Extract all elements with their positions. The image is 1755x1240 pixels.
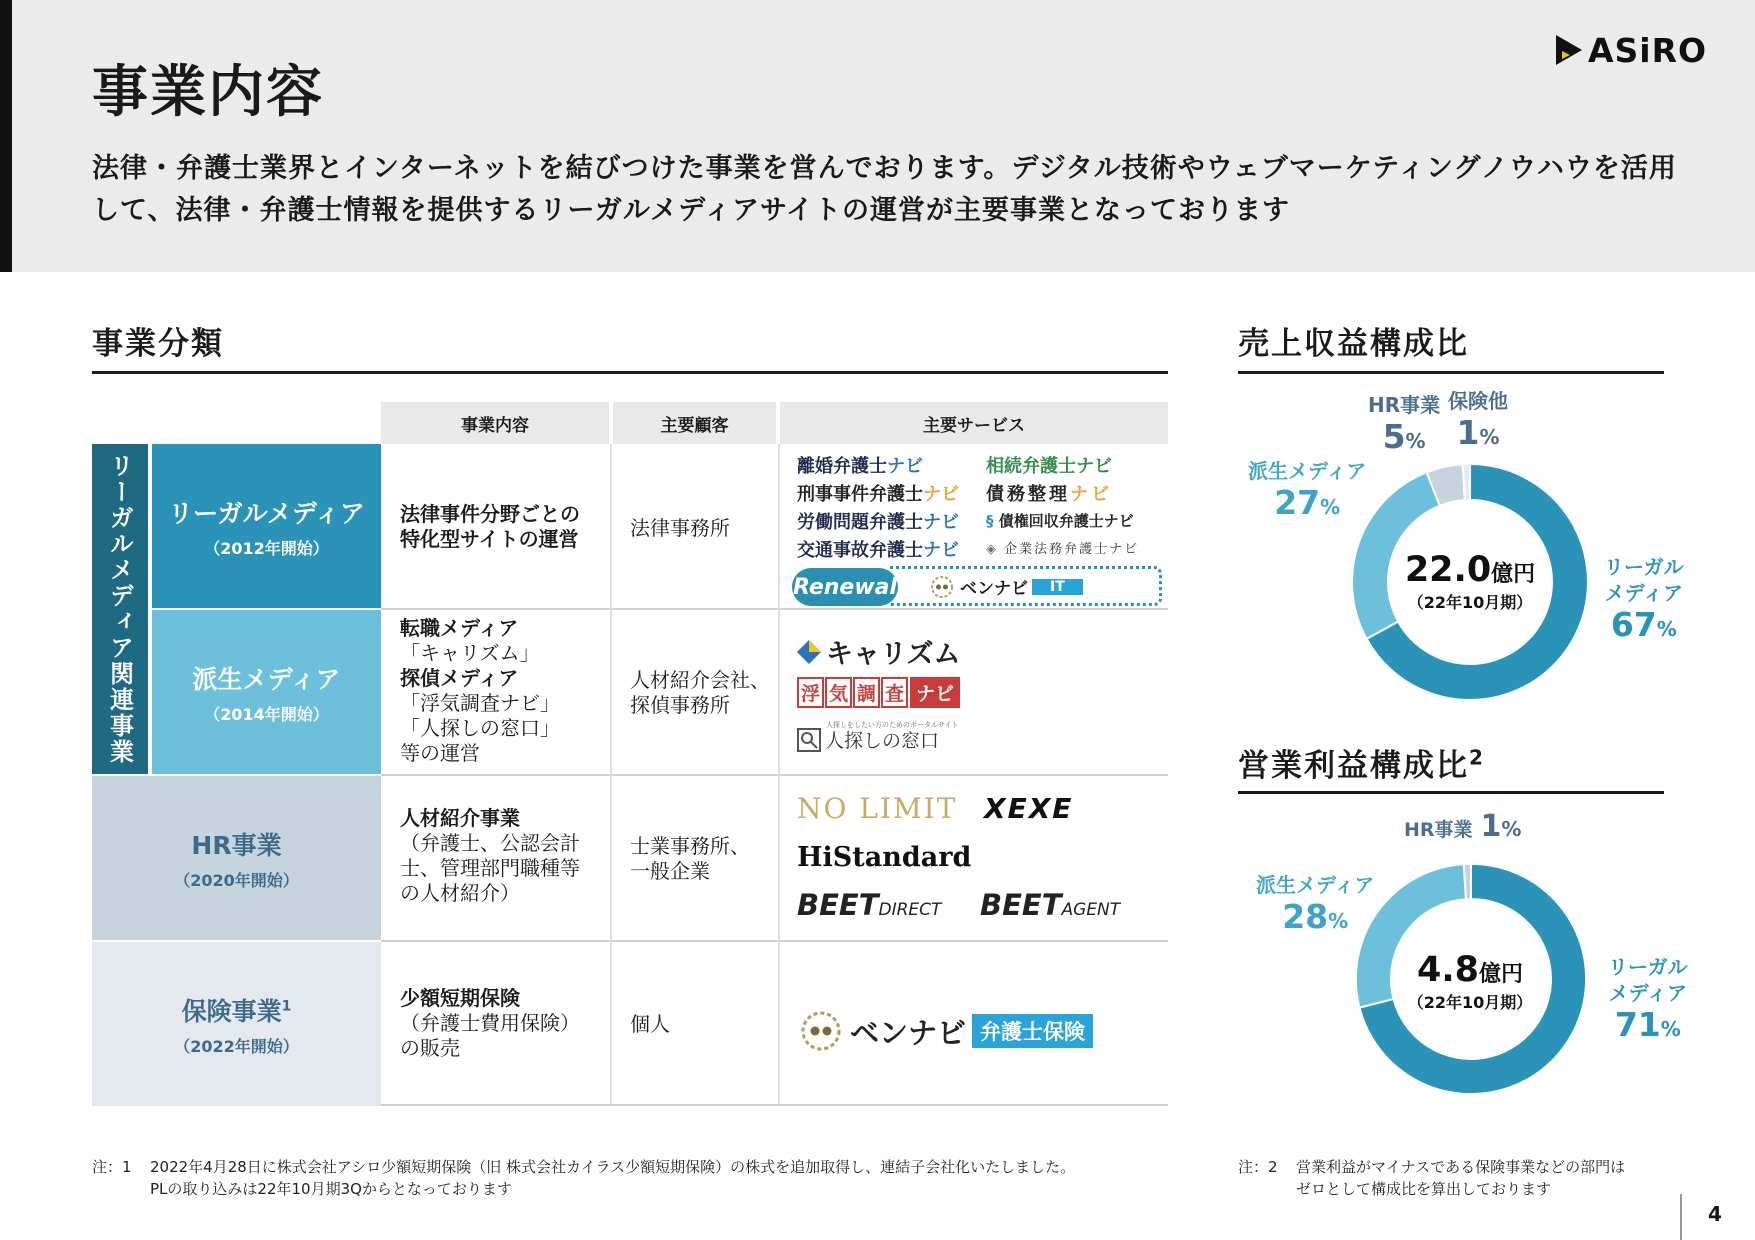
content-line: 少額短期保険 [400,986,520,1010]
service-suffix: ナビ [923,540,959,561]
customer-line: 一般企業 [630,859,710,883]
label-name: HR事業 [1404,819,1473,841]
row-divider [381,940,1168,942]
label-name: HR事業 [1368,393,1441,417]
page-number-divider [1680,1194,1682,1240]
pct-value: 1 [1480,809,1502,844]
label-name: メディア [1604,581,1683,605]
row-content-hr [400,806,580,906]
profit-slice-2 [1464,864,1471,899]
saiken-icon: § [986,512,999,530]
service-souzoku [986,452,1112,478]
insurance-tag: 弁護士保険 [972,1014,1093,1048]
magnifier-icon [797,728,821,752]
xexe-logo: XEXE [984,792,1074,825]
content-line: 「キャリズム」 [400,641,540,665]
content-line: 特化型サイトの運営 [400,527,579,551]
service-saimu [986,480,1112,506]
logo-text: ASiRO [1588,30,1708,70]
row-divider [381,1104,1168,1106]
carism-logo [796,632,960,671]
label-name: メディア [1608,981,1687,1005]
service-rikon [797,452,923,478]
page-title: 事業内容 [92,60,324,125]
content-line: 探偵メディア [400,666,519,690]
revenue-center-unit: 億円 [1491,562,1536,587]
customer-line: 探偵事務所 [630,693,730,717]
row-name: 派生メディア [192,664,341,694]
pct-sign: % [1328,909,1349,933]
beet-agent-logo [980,888,1120,922]
hitosagashi-text: 人探しの窓口 [825,730,940,752]
pct-sign: % [1660,1017,1681,1041]
content-line: （弁護士費用保険） [400,1011,580,1035]
page-number: 4 [1708,1202,1722,1226]
row-content-insurance [400,986,580,1061]
note-2 [1238,1156,1716,1200]
col-header-content: 事業内容 [381,402,609,444]
pct-value: 5 [1382,417,1406,456]
customer-line: 人材紹介会社、 [630,668,770,692]
content-line: 人材紹介事業 [400,806,520,830]
row-label-insurance [92,942,381,1106]
row-name-sup: 1 [281,998,292,1015]
it-tag: IT [1032,579,1083,595]
bennavi-name: ベンナビ [850,1015,967,1050]
col-header-customer: 主要顧客 [613,402,776,444]
content-line: 法律事件分野ごとの [400,502,580,526]
profit-label-legal [1608,954,1688,1044]
row-name: HR事業 [191,830,282,860]
label-name: リーガル [1604,555,1684,579]
content-line: 転職メディア [400,616,519,640]
bennavi-it-logo [930,574,1083,599]
revenue-center-value: 22.0 [1404,550,1492,590]
content-line: 等の運営 [400,741,480,765]
col-divider [610,444,612,1104]
pct-value: 27 [1274,483,1321,522]
pct-sign: % [1656,617,1677,641]
carism-text: キャリズム [826,639,961,670]
pct-sign: % [1501,817,1522,841]
row-divider [381,774,1168,776]
lead-text: 法律・弁護士業界とインターネットを結びつけた事業を営んでおります。デジタル技術やウェブマーケティングノウハウを活用して、法律・弁護士情報を提供するリーガルメディアサイトの運営が主要事業となっております [92,153,1677,226]
content-line: の販売 [400,1036,460,1060]
service-base: 離婚弁護士 [797,456,887,477]
uwaki-char: 査 [881,677,908,708]
col-header-services: 主要サービス [780,402,1168,444]
pct-value: 67 [1610,605,1657,644]
owl-icon [800,1010,842,1052]
profit-center [1370,950,1570,1013]
revenue-section-title: 売上収益構成比 [1238,326,1469,362]
row-label-derived-media [152,610,381,774]
label-name: リーガル [1608,955,1688,979]
content-line: 士、管理部門職種等 [400,856,580,880]
row-name: リーガルメディア [168,498,365,528]
note-label: 注：1 [92,1158,132,1176]
beet-direct-logo [797,888,941,922]
group-label-legal-related: リーガルメディア関連事業 [92,444,148,774]
row-name-wrap [182,992,292,1028]
label-name: 保険他 [1448,389,1508,413]
hitosagashi-caption: 人探しをしたい方のためのポータルサイト [826,721,959,729]
pct-value: 1 [1456,413,1480,452]
profit-title-sup: 2 [1469,745,1485,770]
revenue-section-rule [1238,371,1664,374]
service-base: 債権回収弁護士ナビ [998,512,1134,530]
revenue-center-sub: （22年10月期） [1407,593,1533,612]
row-content-legal [400,502,580,552]
row-start: （2014年開始） [204,704,329,724]
hitosagashi-logo [797,726,939,753]
service-suffix: ナビ [923,484,959,505]
profit-center-value: 4.8 [1416,950,1479,990]
row-start: （2020年開始） [174,870,299,890]
kigyo-diamond-icon: ◈ [986,542,1005,557]
profit-center-sub: （22年10月期） [1407,993,1533,1012]
uwaki-char: 浮 [797,677,824,708]
profit-center-unit: 億円 [1479,962,1524,987]
revenue-label-hr [1368,392,1440,456]
row-content-derived [400,616,560,766]
nolimit-logo: NO LIMIT [797,792,958,825]
profit-section-rule [1238,791,1664,794]
business-section-title: 事業分類 [92,326,224,362]
company-logo [1556,30,1721,70]
col-divider [778,444,780,1104]
content-line: 「浮気調査ナビ」 [400,691,560,715]
profit-label-hr [1404,809,1522,844]
content-line: （弁護士、公認会計 [400,831,580,855]
row-start: （2012年開始） [204,538,329,558]
note-line: 2022年4月28日に株式会社アシロ少額短期保険（旧 株式会社カイラス少額短期保険）の株式を追加取得し、連結子会社化いたしました。 [150,1158,1076,1176]
service-keiji [797,480,959,506]
service-base: 刑事事件弁護士 [797,484,923,505]
service-koutsu [797,536,959,562]
logo-arrow-icon [1556,35,1582,65]
pct-sign: % [1320,495,1341,519]
renewal-badge: Renewal [792,568,898,606]
direct-text: DIRECT [878,900,942,920]
service-suffix: ナビ [887,456,923,477]
pct-value: 71 [1614,1005,1661,1044]
row-customer-legal: 法律事務所 [630,516,730,540]
service-base: 企業法務弁護士ナビ [1004,542,1140,557]
profit-label-derived [1256,872,1374,936]
pct-sign: % [1479,425,1500,449]
profit-section-title [1238,740,1485,785]
profit-title-text: 営業利益構成比 [1238,748,1469,784]
service-saiken [986,510,1134,531]
business-section-rule [92,371,1168,374]
revenue-label-derived [1248,458,1366,522]
customer-line: 士業事務所、 [630,834,750,858]
row-customer-hr [630,834,750,884]
note-line: PLの取り込みは22年10月期3Qからとなっております [150,1180,512,1198]
uwaki-navi: ナビ [910,677,960,708]
service-base: 交通事故弁護士 [797,540,923,561]
bennavi-name: ベンナビ [960,579,1028,599]
agent-text: AGENT [1061,900,1121,920]
row-name: 保険事業 [181,996,282,1026]
carism-diamond-icon [796,639,822,665]
row-divider [381,608,1168,610]
content-line: の人材紹介） [400,881,520,905]
label-name: 派生メディア [1248,459,1367,483]
row-label-hr [92,776,381,940]
row-customer-insurance: 個人 [630,1012,670,1036]
uwaki-char: 気 [825,677,852,708]
beet-text: BEET [797,888,879,922]
owl-icon [930,575,954,599]
service-base: 債務整理 [986,484,1070,505]
pct-sign: % [1405,429,1426,453]
row-customer-derived [630,668,770,718]
service-roudou [797,508,959,534]
service-suffix: ナビ [1070,484,1112,505]
service-base: 労働問題弁護士 [797,512,923,533]
beet-text: BEET [980,888,1062,922]
note-line: 営業利益がマイナスである保険事業などの部門は [1296,1158,1626,1176]
label-name: 派生メディア [1256,873,1375,897]
content-line: 「人探しの窓口」 [400,716,560,740]
pct-value: 28 [1282,897,1329,936]
service-suffix: ナビ [923,512,959,533]
service-base: 相続弁護士ナビ [986,456,1112,477]
note-label: 注：2 [1238,1158,1278,1176]
row-start: （2022年開始） [174,1036,299,1056]
revenue-label-legal [1604,554,1684,644]
header-accent-bar [0,0,12,272]
bennavi-insurance-logo [800,1010,1093,1052]
uwaki-logo [797,678,960,706]
row-divider [92,1104,381,1106]
revenue-slice-3 [1463,464,1470,500]
note-line: ゼロとして構成比を算出しております [1296,1180,1552,1198]
uwaki-char: 調 [853,677,880,708]
revenue-center [1370,550,1570,613]
row-label-legal-media [152,444,381,608]
service-kigyo [986,538,1139,557]
note-1 [92,1156,1250,1200]
revenue-label-insurance [1448,388,1508,452]
histandard-logo: HiStandard [797,842,972,873]
